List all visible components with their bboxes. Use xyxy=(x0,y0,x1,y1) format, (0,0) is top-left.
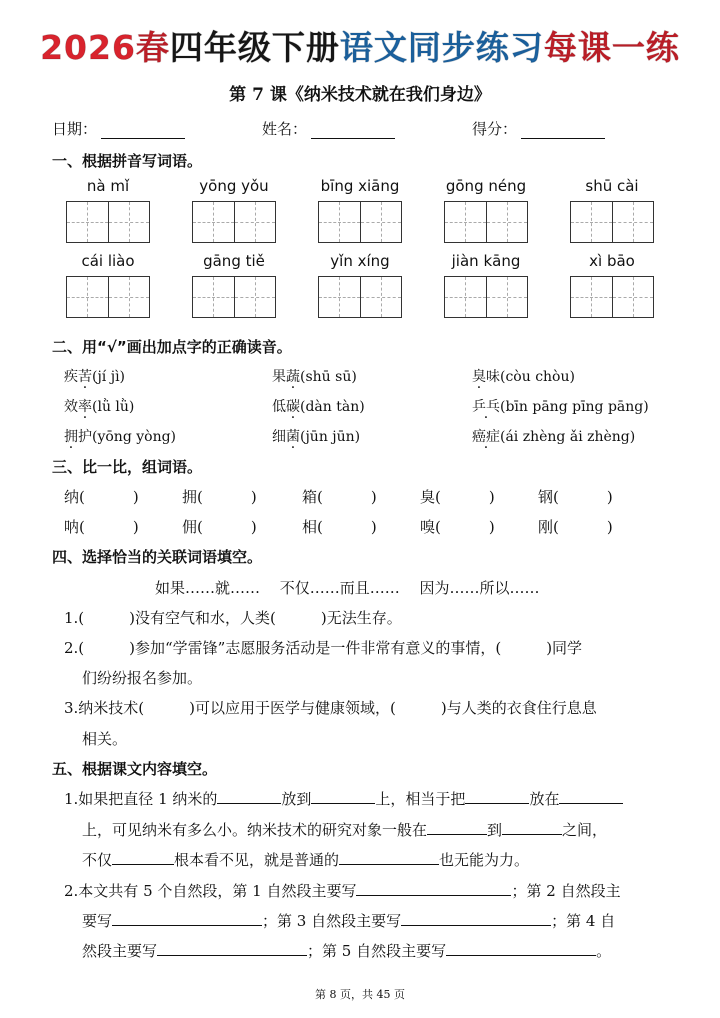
reading-item[interactable]: 效率(lǜ lǜ) xyxy=(64,399,135,415)
writing-grid[interactable] xyxy=(570,276,654,318)
writing-grid[interactable] xyxy=(318,276,402,318)
section3-heading: 三、比一比，组词语。 xyxy=(52,458,203,476)
pinyin-label: xì bāo xyxy=(589,252,635,270)
answer-blank[interactable] xyxy=(446,941,596,956)
answer-blank[interactable] xyxy=(112,911,262,926)
pinyin-label: bīng xiāng xyxy=(320,177,400,195)
fill-line: 上，可见纳米有多么小。纳米技术的研究对象一般在 到 之间， xyxy=(82,821,608,839)
page-title xyxy=(0,22,720,69)
fill-line: 2.本文共有 5 个自然段，第 1 自然段主要写 ；第 2 自然段主 xyxy=(64,882,621,900)
date-field: 日期： xyxy=(52,118,185,139)
fill-line: 1.如果把直径 1 纳米的 放到 上，相当于把 放在 xyxy=(64,788,623,809)
answer-blank[interactable] xyxy=(559,789,623,804)
title-grade: 四年级下册 xyxy=(169,28,340,67)
compare-char-pair[interactable]: 刚( ) xyxy=(538,518,613,536)
compare-char-pair[interactable]: 佣( ) xyxy=(182,518,257,536)
reading-item[interactable]: 乒乓(bīn pāng pīng pāng) xyxy=(472,399,649,415)
reading-item[interactable]: 臭味(còu chòu) xyxy=(472,369,575,385)
writing-grid[interactable] xyxy=(318,201,402,243)
question-2-cont: 们纷纷报名参加。 xyxy=(82,669,203,687)
question-3[interactable]: 3.纳米技术( )可以应用于医学与健康领域，( )与人类的衣食住行息息 xyxy=(64,699,597,717)
compare-char-pair[interactable]: 拥( ) xyxy=(182,488,257,506)
lesson-subtitle: 第 7 课《纳米技术就在我们身边》 xyxy=(229,85,491,105)
question-1[interactable]: 1.( )没有空气和水，人类( )无法生存。 xyxy=(64,609,402,627)
writing-grid[interactable] xyxy=(66,276,150,318)
compare-char-pair[interactable]: 钢( ) xyxy=(538,488,613,506)
answer-blank[interactable] xyxy=(465,789,529,804)
pinyin-label: cái liào xyxy=(81,252,135,270)
section5-heading: 五、根据课文内容填空。 xyxy=(52,760,218,778)
answer-blank[interactable] xyxy=(427,820,487,835)
compare-char-pair[interactable]: 嗅( ) xyxy=(420,518,495,536)
compare-char-pair[interactable]: 呐( ) xyxy=(64,518,139,536)
section4-heading: 四、选择恰当的关联词语填空。 xyxy=(52,548,263,566)
reading-item[interactable]: 细菌(jūn jūn) xyxy=(272,429,361,445)
compare-char-pair[interactable]: 箱( ) xyxy=(302,488,377,506)
writing-grid[interactable] xyxy=(192,276,276,318)
pinyin-label: jiàn kāng xyxy=(451,252,521,270)
compare-char-pair[interactable]: 臭( ) xyxy=(420,488,495,506)
compare-char-pair[interactable]: 纳( ) xyxy=(64,488,139,506)
reading-item[interactable]: 低碳(dàn tàn) xyxy=(272,399,365,415)
title-year: 2026春 xyxy=(40,28,170,67)
fill-line: 然段主要写 ；第 5 自然段主要写 。 xyxy=(82,942,612,960)
reading-item[interactable]: 癌症(ái zhèng ǎi zhèng) xyxy=(472,429,636,445)
title-practice: 每课一练 xyxy=(543,28,680,67)
answer-blank[interactable] xyxy=(401,911,551,926)
answer-blank[interactable] xyxy=(311,789,375,804)
writing-grid[interactable] xyxy=(192,201,276,243)
date-blank[interactable] xyxy=(101,123,185,139)
name-field: 姓名： xyxy=(262,118,395,139)
pinyin-label: yǐn xíng xyxy=(330,252,390,270)
fill-line: 不仅 根本看不见，就是普通的 也无能为力。 xyxy=(82,851,530,869)
pinyin-label: gōng néng xyxy=(445,177,527,195)
title-subject: 语文同步练习 xyxy=(339,28,544,67)
name-blank[interactable] xyxy=(311,123,395,139)
score-blank[interactable] xyxy=(521,123,605,139)
compare-char-pair[interactable]: 相( ) xyxy=(302,518,377,536)
fill-line: 要写 ；第 3 自然段主要写 ；第 4 自 xyxy=(82,912,616,930)
answer-blank[interactable] xyxy=(217,789,281,804)
page-footer: 第 8 页，共 45 页 xyxy=(315,988,405,1001)
writing-grid[interactable] xyxy=(444,276,528,318)
reading-item[interactable]: 果蔬(shū sū) xyxy=(272,369,357,385)
pinyin-label: yōng yǒu xyxy=(199,177,269,195)
score-field: 得分： xyxy=(472,118,605,139)
pinyin-label: shū cài xyxy=(585,177,639,195)
pinyin-label: gāng tiě xyxy=(203,252,265,270)
answer-blank[interactable] xyxy=(356,881,511,896)
answer-blank[interactable] xyxy=(339,850,439,865)
answer-blank[interactable] xyxy=(502,820,562,835)
section1-heading: 一、根据拼音写词语。 xyxy=(52,152,203,170)
answer-blank[interactable] xyxy=(112,850,174,865)
question-2[interactable]: 2.( )参加“学雷锋”志愿服务活动是一件非常有意义的事情，( )同学 xyxy=(64,639,583,657)
writing-grid[interactable] xyxy=(570,201,654,243)
answer-blank[interactable] xyxy=(157,941,307,956)
conjunction-options: 如果……就…… 不仅……而且…… 因为……所以…… xyxy=(155,579,540,597)
reading-item[interactable]: 疾苦(jí jì) xyxy=(64,369,126,385)
reading-item[interactable]: 拥护(yōng yòng) xyxy=(64,429,177,445)
writing-grid[interactable] xyxy=(444,201,528,243)
question-3-cont: 相关。 xyxy=(82,730,128,748)
section2-heading: 二、用“√”画出加点字的正确读音。 xyxy=(52,338,292,356)
pinyin-label: nà mǐ xyxy=(86,177,130,195)
writing-grid[interactable] xyxy=(66,201,150,243)
